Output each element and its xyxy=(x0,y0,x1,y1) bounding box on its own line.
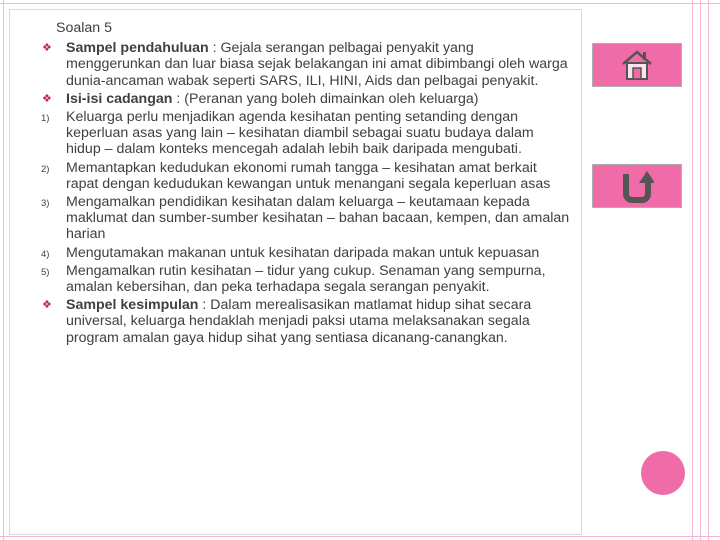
frame-line-right-a xyxy=(692,0,693,540)
diamond-bullet-icon: ❖ xyxy=(42,92,52,105)
diamond-bullet-icon: ❖ xyxy=(42,299,52,312)
item-number: 2) xyxy=(41,163,50,175)
item-heading: Sampel kesimpulan xyxy=(66,297,199,314)
item-number: 4) xyxy=(41,248,50,260)
list-item xyxy=(42,40,572,89)
frame-line-left xyxy=(3,0,4,540)
item-text: : Gejala serangan pelbagai penyakit yang menggerunkan dan luar biasa sejak belakangan ini amat dibimbangi oleh warga dunia-ancaman wabak seperti SARS, ILI, HINI, Aids dan pelbagai penyakit. xyxy=(66,40,568,89)
slide-title: Soalan 5 xyxy=(56,20,113,36)
frame-line-bottom xyxy=(0,536,720,537)
list-item xyxy=(41,194,572,243)
return-arrow-icon xyxy=(620,168,654,204)
list-item xyxy=(42,90,572,107)
frame-line-right-b xyxy=(700,0,701,540)
item-heading: Sampel pendahuluan xyxy=(66,40,209,57)
item-number: 1) xyxy=(41,113,50,125)
home-button[interactable] xyxy=(592,43,682,87)
list-item xyxy=(42,297,572,346)
home-icon xyxy=(620,49,654,81)
decorative-circle xyxy=(641,451,685,495)
soalan-label[interactable]: Soalan xyxy=(615,116,659,131)
frame-line-right-c xyxy=(708,0,709,540)
frame-line-top xyxy=(0,3,720,4)
item-text: Memantapkan kedudukan ekonomi rumah tangga – kesihatan amat berkait rapat dengan kedudukan kewangan untuk menangani segala keperluan asas xyxy=(66,159,551,192)
item-text: : Dalam merealisasikan matlamat hidup sihat secara universal, keluarga hendaklah menjadi paksi utama melaksanakan segala program amalan gaya hidup sihat yang sentiasa dicanang-canangkan. xyxy=(66,297,532,346)
item-text: Keluarga perlu menjadikan agenda kesihatan penting setanding dengan keperluan asas yang lain – kesihatan diambil sebagai suatu budaya dalam hidup – dalam konteks mencegah adalah lebih baik daripada mengubati. xyxy=(66,109,534,158)
item-list xyxy=(41,40,572,346)
slide-content xyxy=(41,20,572,348)
list-item xyxy=(41,159,572,192)
list-item xyxy=(41,244,572,261)
return-button[interactable] xyxy=(592,164,682,208)
item-number: 3) xyxy=(41,198,50,210)
item-text: Mengutamakan makanan untuk kesihatan daripada makan untuk kepuasan xyxy=(66,244,540,261)
item-number: 5) xyxy=(41,266,50,278)
item-text: Mengamalkan rutin kesihatan – tidur yang cukup. Senaman yang sempurna, amalan kebersihan, dan peka terhadapa segala serangan penyakit. xyxy=(66,262,546,296)
item-heading: Isi-isi cadangan xyxy=(66,90,173,107)
list-item xyxy=(41,262,572,296)
list-item xyxy=(41,109,572,158)
item-text: Mengamalkan pendidikan kesihatan dalam keluarga – keutamaan kepada maklumat dan sumber-sumber kesihatan – bahan bacaan, kempen, dan amalan harian xyxy=(66,194,570,243)
diamond-bullet-icon: ❖ xyxy=(42,42,52,55)
item-text: : (Peranan yang boleh dimainkan oleh keluarga) xyxy=(172,90,479,107)
